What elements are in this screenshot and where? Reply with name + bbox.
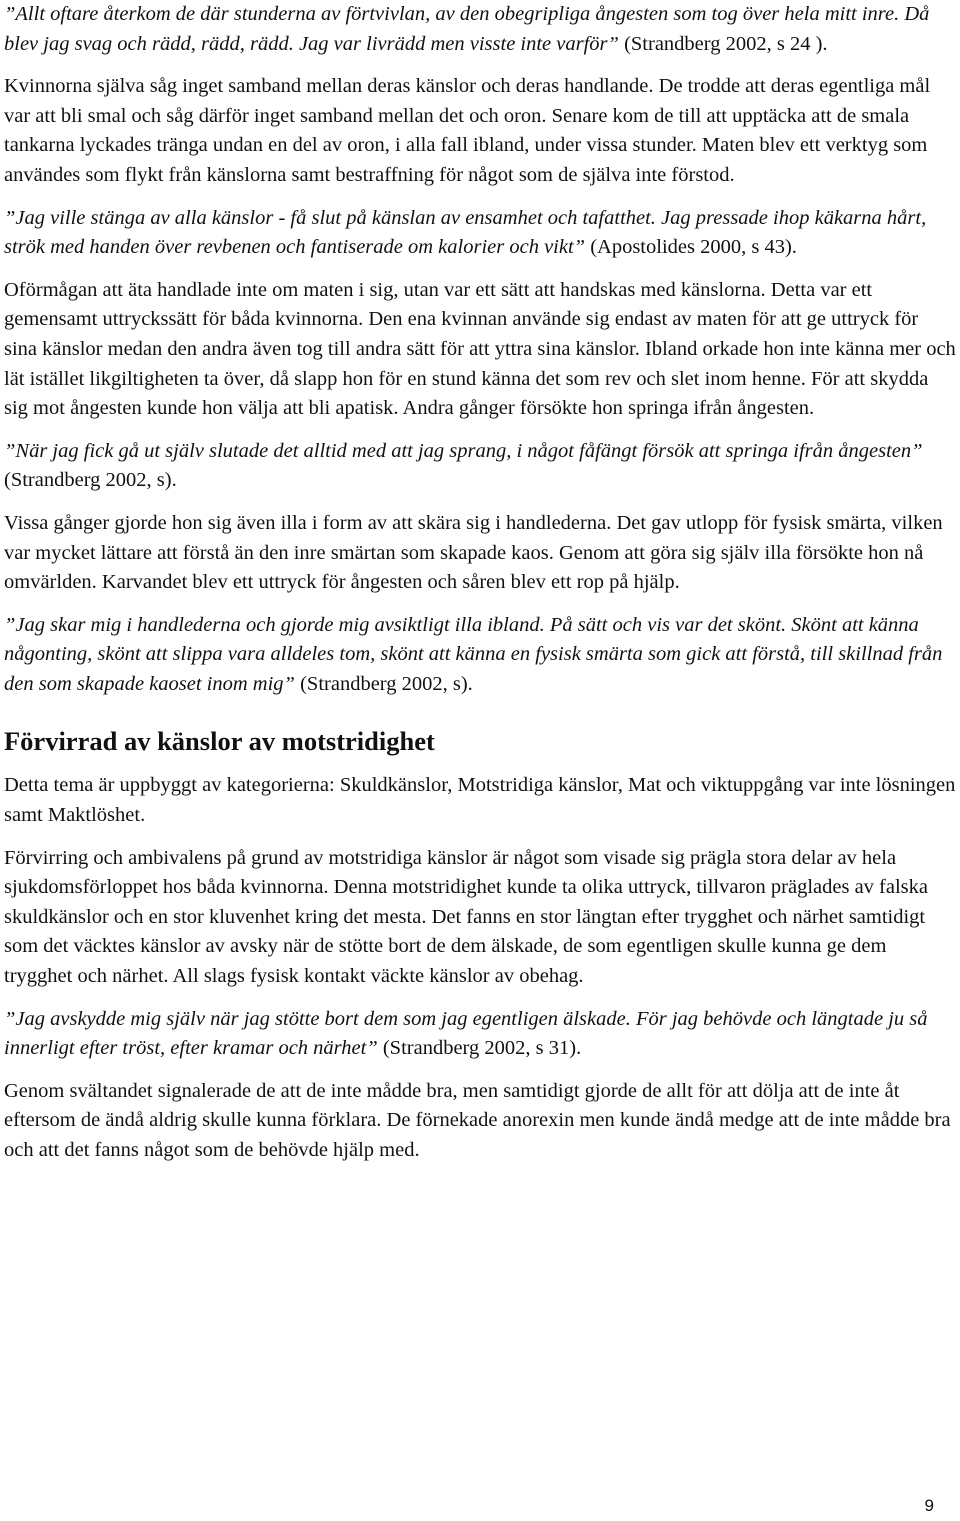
quote-text: ”När jag fick gå ut själv slutade det alltid med att jag sprang, i något fåfängt försök att springa ifrån ångesten” [4,439,923,462]
paragraph [4,437,956,496]
paragraph [4,0,956,59]
quote-text: ”Jag avskydde mig själv när jag stötte bort dem som jag egentligen älskade. För jag behövde och längtade ju så innerligt efter tröst, efter kramar och närhet” [4,1007,928,1060]
body-text: Detta tema är uppbyggt av kategorierna: Skuldkänslor, Motstridiga känslor, Mat och viktuppgång var inte lösningen samt Maktlöshet. [4,774,956,827]
paragraph [4,72,956,190]
body-text: (Strandberg 2002, s). [4,469,177,492]
body-text: (Strandberg 2002, s 31). [377,1037,582,1060]
body-text: Kvinnorna själva såg inget samband mellan deras känslor och deras handlande. De trodde att deras egentliga mål var att bli smal och såg därför inget samband mellan det och oron. Senare kom de till att upptäcka att de smala tankarna lyckades tränga undan en del av oron, i alla fall ibland, under vissa stunder. Maten blev ett verktyg som användes som flykt från känslorna samt bestraffning för något som de själva inte förstod. [4,75,931,186]
document-page [4,0,956,1179]
paragraph [4,1005,956,1064]
paragraph [4,844,956,992]
paragraph [4,1077,956,1166]
paragraph [4,204,956,263]
body-text: (Strandberg 2002, s 24 ). [618,32,828,55]
body-text: Förvirring och ambivalens på grund av motstridiga känslor är något som visade sig prägla stora delar av hela sjukdomsförloppet hos båda kvinnorna. Denna motstridighet kunde ta olika uttryck, tillvaron präglades av falska skuldkänslor och en stor kluvenhet kring det mesta. Det fanns en stor längtan efter trygghet och närhet samtidigt som det väcktes känslor av avsky när de stötte bort de dem älskade, de som egentligen skulle kunna ge dem trygghet och närhet. All slags fysisk kontakt väckte känslor av obehag. [4,846,928,988]
quote-text: ”Jag skar mig i handlederna och gjorde mig avsiktligt illa ibland. På sätt och vis var det skönt. Skönt att känna någonting, skönt att slippa vara alldeles tom, skönt att känna en fysisk smärta som gick att förstå, till skillnad från den som skapade kaoset inom mig” [4,613,943,695]
paragraph [4,611,956,700]
paragraph [4,509,956,598]
page-number: 9 [924,1496,934,1515]
paragraph [4,771,956,830]
body-text: Genom svältandet signalerade de att de inte mådde bra, men samtidigt gjorde de allt för att dölja att de inte åt eftersom de ändå aldrig skulle kunna förklara. De förnekade anorexin men kunde ändå medge att de inte mådde bra och att det fanns något som de behövde hjälp med. [4,1079,951,1161]
section-heading: Förvirrad av känslor av motstridighet [4,726,435,757]
quote-text: ”Jag ville stänga av alla känslor - få slut på känslan av ensamhet och tafatthet. Jag pressade ihop käkarna hårt, strök med handen över revbenen och fantiserade om kalorier och vikt” [4,206,927,259]
body-text: (Apostolides 2000, s 43). [585,236,797,259]
paragraph [4,276,956,424]
body-text-section [4,0,956,699]
quote-text: ”Allt oftare återkom de där stunderna av förtvivlan, av den obegripliga ångesten som tog över hela mitt inre. Då blev jag svag och rädd, rädd, rädd. Jag var livrädd men visste inte varför” [4,3,930,55]
body-text: Vissa gånger gjorde hon sig även illa i form av att skära sig i handlederna. Det gav utlopp för fysisk smärta, vilken var mycket lättare att förstå än den inre smärtan som skapade kaos. Genom att göra sig själv illa försökte hon nå omvärlden. Karvandet blev ett uttryck för ångesten och såren blev ett rop på hjälp. [4,511,943,594]
body-text: (Strandberg 2002, s). [294,672,473,695]
body-text: Oförmågan att äta handlade inte om maten i sig, utan var ett sätt att handskas med känslorna. Detta var ett gemensamt uttryckssätt för båda kvinnorna. Den ena kvinnan använde sig endast av maten för att ge uttryck för sina känslor medan den andra även tog till andra sätt för att yttra sina känslor. Ibland orkade hon inte känna mer och lät istället likgiltigheten ta över, då slapp hon för en stund känna det som rev och slet inom henne. För att skydda sig mot ångesten kunde hon välja att bli apatisk. Andra gånger försökte hon springa ifrån ångesten. [4,278,956,420]
body-text-section-after-heading [4,771,956,1165]
